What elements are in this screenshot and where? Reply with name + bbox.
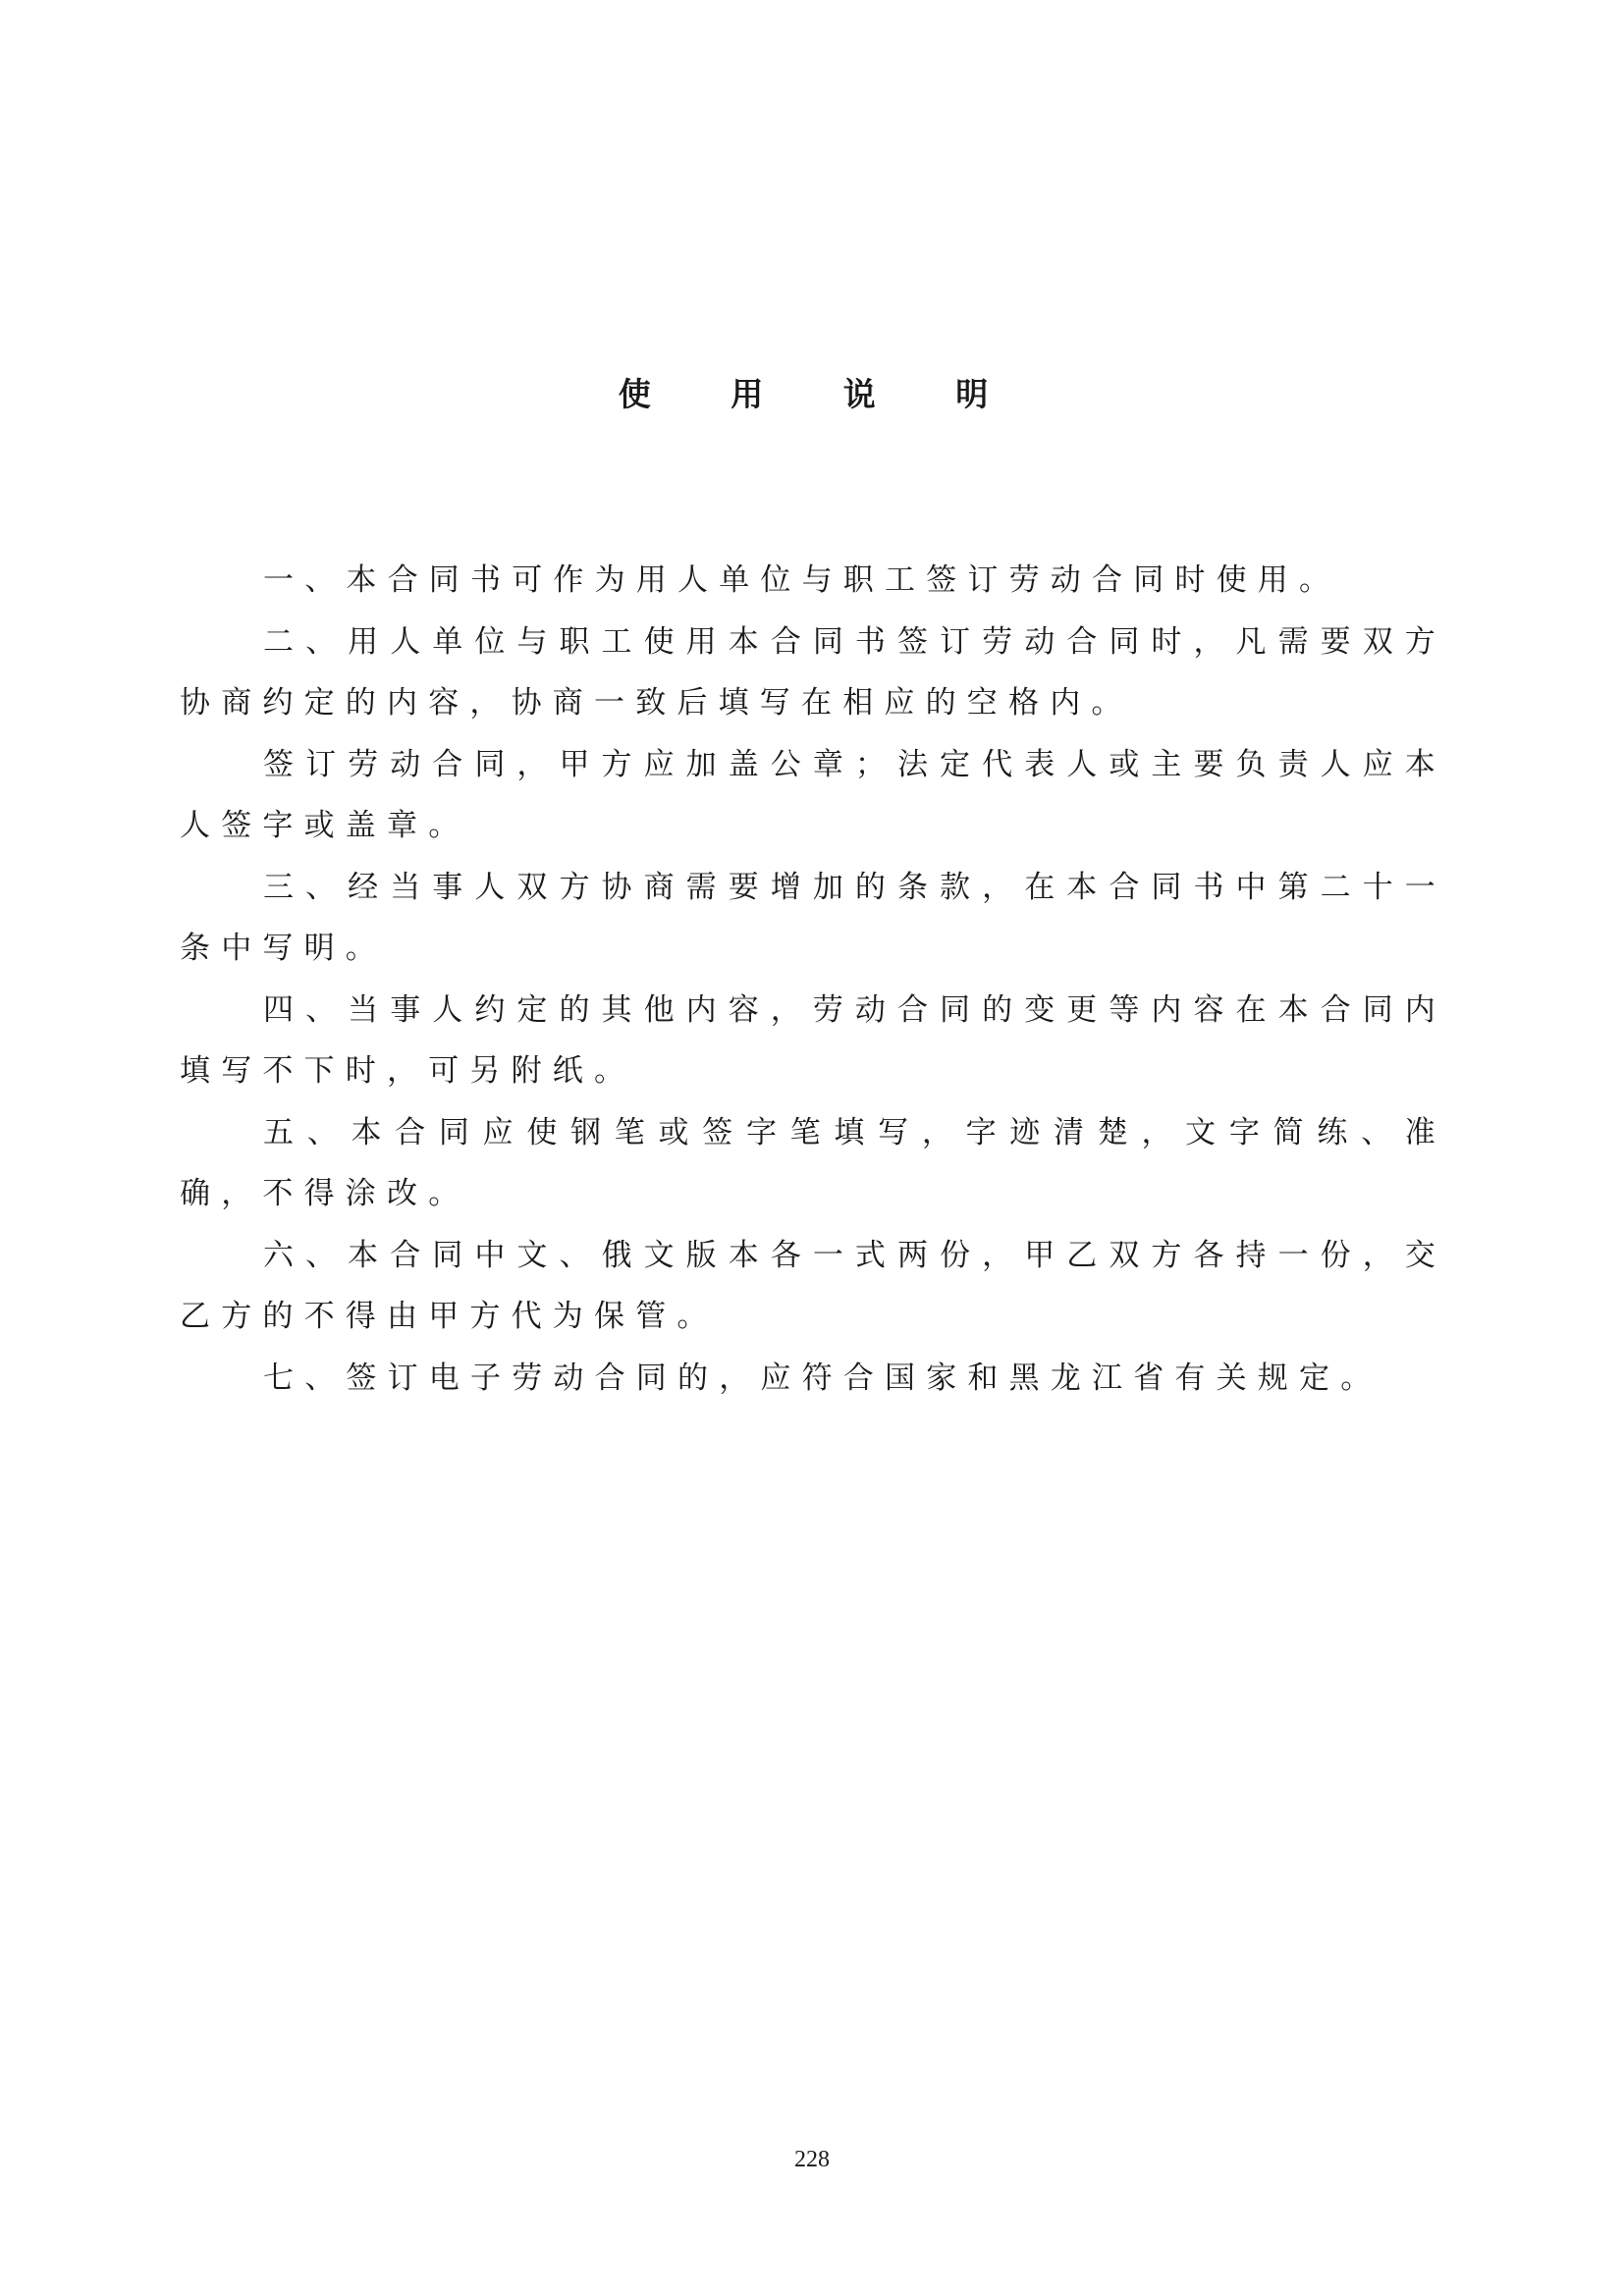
paragraph: 四、当事人约定的其他内容，劳动合同的变更等内容在本合同内填写不下时，可另附纸。: [180, 991, 1446, 1089]
page-number: 228: [794, 2147, 830, 2172]
paragraph: 二、用人单位与职工使用本合同书签订劳动合同时，凡需要双方协商约定的内容，协商一致后填写在相应的空格内。: [180, 623, 1446, 721]
instructions-body: [180, 550, 1446, 1409]
paragraph: 一、本合同书可作为用人单位与职工签订劳动合同时使用。: [263, 562, 1341, 598]
paragraph: 七、签订电子劳动合同的，应符合国家和黑龙江省有关规定。: [263, 1360, 1382, 1396]
paragraph: 六、本合同中文、俄文版本各一式两份，甲乙双方各持一份，交乙方的不得由甲方代为保管。: [180, 1237, 1446, 1334]
paragraph: 签订劳动合同，甲方应加盖公章；法定代表人或主要负责人应本人签字或盖章。: [180, 746, 1446, 843]
paragraph: 五、本合同应使钢笔或签字笔填写，字迹清楚，文字简练、准确，不得涂改。: [180, 1114, 1446, 1211]
paragraph: 三、经当事人双方协商需要增加的条款，在本合同书中第二十一条中写明。: [180, 869, 1446, 966]
page-title: 使 用 说 明: [618, 375, 1006, 413]
